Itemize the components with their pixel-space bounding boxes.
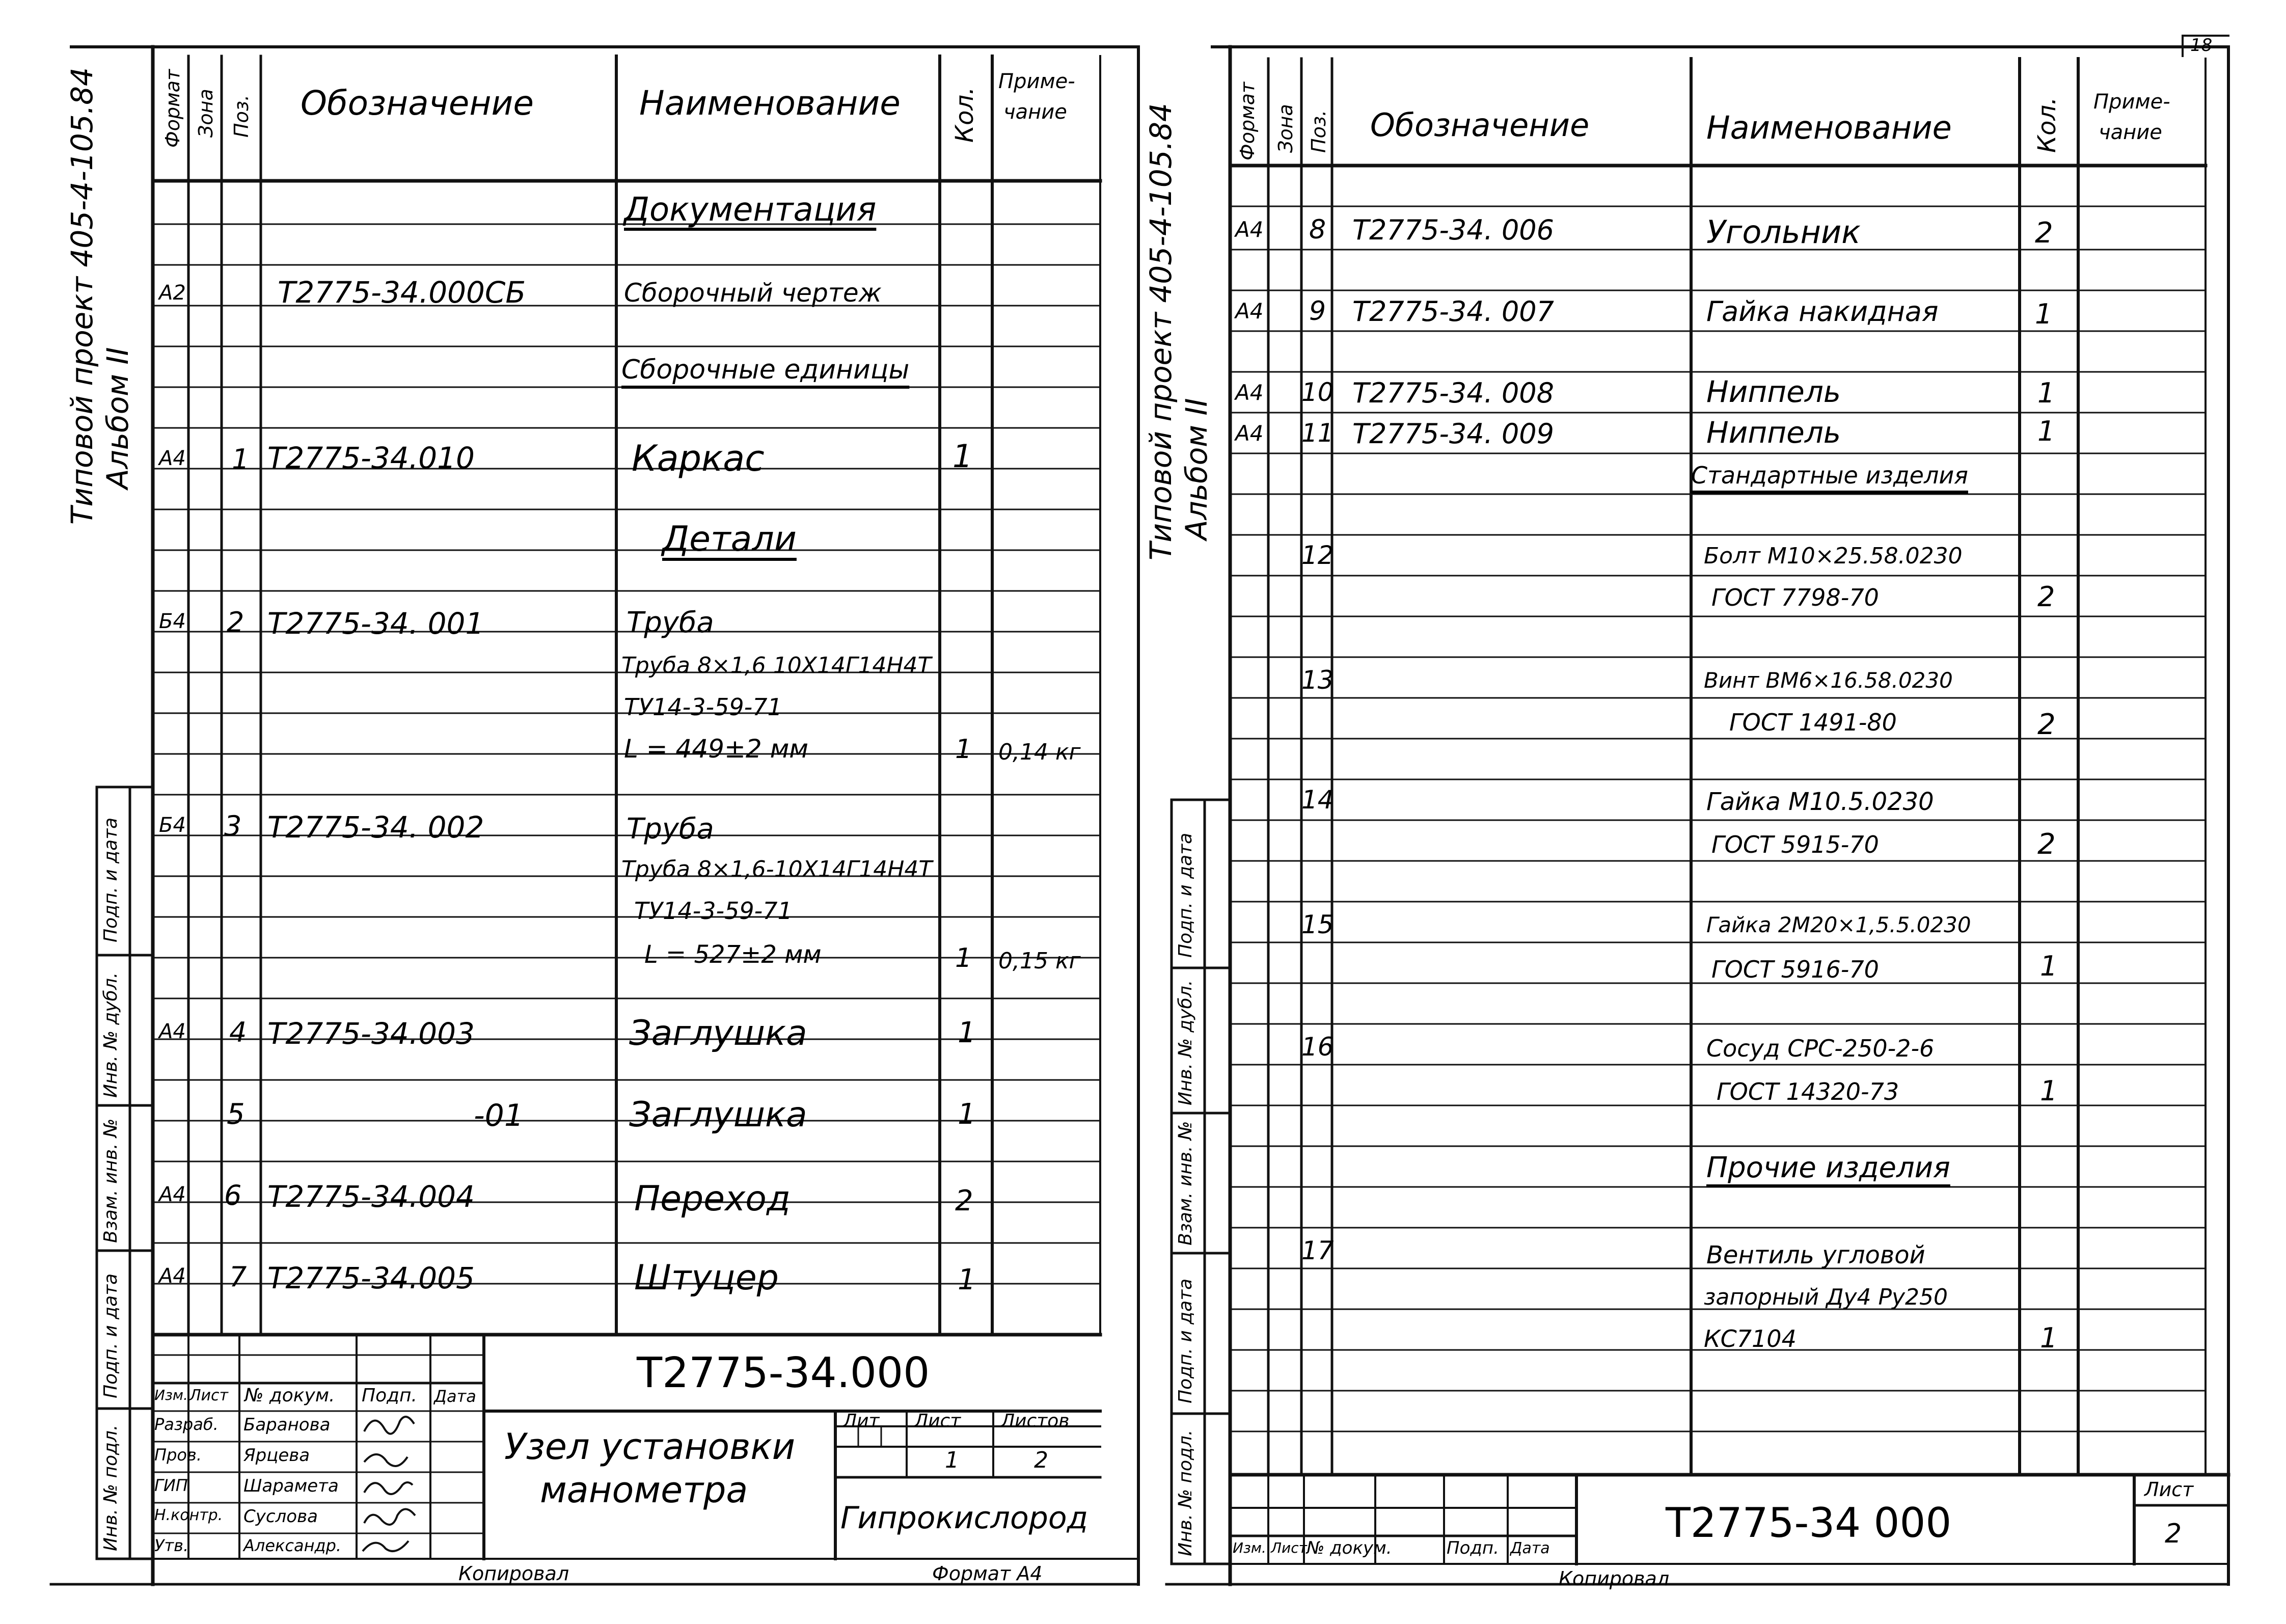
tb-col-list: Лист bbox=[189, 1387, 229, 1404]
row14-qty: 1 bbox=[958, 1263, 976, 1296]
left-bind-label-4: Подп. и дата bbox=[100, 1273, 121, 1398]
left-margin-title-line2: Альбом II bbox=[100, 347, 135, 489]
r-tb-col-izm: Изм. bbox=[1233, 1539, 1266, 1556]
row7-format: Б4 bbox=[159, 814, 186, 837]
tb-col-doc: № докум. bbox=[244, 1385, 335, 1406]
tb-person-4: Суслова bbox=[243, 1506, 318, 1527]
section-documentation: Документация bbox=[624, 191, 877, 229]
row14-name: Штуцер bbox=[634, 1258, 779, 1298]
row12-name: Заглушка bbox=[629, 1095, 807, 1135]
row13-format: А4 bbox=[159, 1183, 186, 1206]
row2-designation: Т2775-34.010 bbox=[267, 441, 475, 475]
left-title-line2: манометра bbox=[540, 1469, 748, 1511]
row3-format: Б4 bbox=[159, 610, 186, 633]
right-bind-label-4: Подп. и дата bbox=[1175, 1278, 1196, 1403]
row14-designation: Т2775-34.005 bbox=[267, 1261, 475, 1295]
r-row10-pos: 10 bbox=[1301, 377, 1334, 407]
r-row17c-name: КС7104 bbox=[1704, 1325, 1797, 1352]
row12-qty: 1 bbox=[958, 1098, 976, 1131]
left-footer-copied: Копировал bbox=[458, 1562, 569, 1585]
tb-col-sign: Подп. bbox=[362, 1385, 417, 1406]
header-name: Наименование bbox=[639, 84, 901, 123]
row11-qty: 1 bbox=[958, 1016, 976, 1049]
tb-sheet-label: Лист bbox=[914, 1411, 961, 1431]
r-section-other: Прочие изделия bbox=[1706, 1151, 1950, 1184]
r-row16-pos: 16 bbox=[1301, 1032, 1334, 1062]
left-bind-label-2: Инв. № дубл. bbox=[100, 972, 121, 1098]
r-tb-col-sign: Подп. bbox=[1447, 1538, 1499, 1558]
tb-sheets-label: Листов bbox=[1001, 1411, 1070, 1431]
right-bind-label-3: Взам. инв. № bbox=[1175, 1121, 1196, 1246]
r-row8-format: А4 bbox=[1235, 217, 1264, 242]
left-footer-format: Формат А4 bbox=[932, 1562, 1043, 1585]
r-row10-format: А4 bbox=[1235, 380, 1264, 405]
row11-pos: 4 bbox=[229, 1016, 247, 1048]
row13-name: Переход bbox=[634, 1179, 791, 1219]
r-row15-name: Гайка 2М20×1,5.5.0230 bbox=[1706, 912, 1971, 937]
row11-format: А4 bbox=[159, 1020, 186, 1043]
r-row14b-name: ГОСТ 5915-70 bbox=[1711, 831, 1879, 858]
r-header-format: Формат bbox=[1236, 82, 1259, 160]
r-row15b-qty: 1 bbox=[2040, 950, 2058, 982]
r-row11-pos: 11 bbox=[1301, 418, 1334, 448]
section-details: Детали bbox=[662, 519, 797, 559]
header-qty: Кол. bbox=[950, 87, 979, 143]
r-row16-name: Сосуд СРС-250-2-6 bbox=[1706, 1035, 1935, 1062]
tb-sheet-value: 1 bbox=[945, 1447, 959, 1473]
row8-name: Труба 8×1,6-10Х14Г14Н4Т bbox=[621, 856, 933, 882]
r-row13b-qty: 2 bbox=[2037, 708, 2056, 741]
row11-designation: Т2775-34.003 bbox=[267, 1016, 475, 1051]
row12-designation: -01 bbox=[474, 1098, 524, 1133]
right-footer-copied: Копировал bbox=[1559, 1567, 1670, 1590]
tb-role-3: ГИП bbox=[154, 1476, 188, 1495]
header-format: Формат bbox=[161, 69, 184, 148]
section-assembly-units: Сборочные единицы bbox=[621, 355, 910, 385]
r-row8-pos: 8 bbox=[1309, 214, 1326, 245]
r-header-note-1: Приме- bbox=[2093, 90, 2170, 114]
tb-role-1: Разраб. bbox=[154, 1415, 219, 1434]
r-row13-name: Винт ВМ6×16.58.0230 bbox=[1704, 668, 1953, 693]
r-row9-qty: 1 bbox=[2035, 298, 2053, 330]
r-row10-designation: Т2775-34. 008 bbox=[1352, 377, 1555, 409]
r-tb-sheet-label: Лист bbox=[2144, 1478, 2194, 1501]
r-row12-name: Болт М10×25.58.0230 bbox=[1704, 543, 1963, 569]
left-bind-label-3: Взам. инв. № bbox=[100, 1118, 121, 1243]
tb-person-3: Шарамета bbox=[243, 1476, 339, 1496]
row4-name: Труба 8×1,6 10Х14Г14Н4Т bbox=[621, 653, 932, 679]
right-bind-label-1: Подп. и дата bbox=[1175, 832, 1196, 958]
r-row9-designation: Т2775-34. 007 bbox=[1352, 295, 1555, 328]
r-tb-col-list: Лист bbox=[1271, 1539, 1307, 1556]
r-row15-pos: 15 bbox=[1301, 910, 1334, 939]
tb-person-2: Ярцева bbox=[243, 1445, 310, 1466]
left-title-line1: Узел установки bbox=[504, 1426, 796, 1468]
r-row14-name: Гайка М10.5.0230 bbox=[1706, 788, 1934, 816]
row1-designation: Т2775-34.000СБ bbox=[278, 275, 526, 310]
row6-name: L = 449±2 мм bbox=[624, 734, 809, 764]
r-tb-col-date: Дата bbox=[1510, 1539, 1550, 1557]
r-tb-col-doc: № докум. bbox=[1307, 1538, 1392, 1558]
row14-format: А4 bbox=[159, 1264, 186, 1288]
r-header-zone: Зона bbox=[1274, 104, 1297, 153]
r-row13b-name: ГОСТ 1491-80 bbox=[1729, 709, 1897, 736]
header-note-2: чание bbox=[1003, 100, 1067, 124]
r-row14b-qty: 2 bbox=[2037, 828, 2056, 861]
r-row14-pos: 14 bbox=[1301, 785, 1334, 815]
row5-name: ТУ14-3-59-71 bbox=[624, 693, 782, 721]
row2-qty: 1 bbox=[953, 438, 973, 475]
tb-role-2: Пров. bbox=[154, 1445, 202, 1465]
right-bind-label-2: Инв. № дубл. bbox=[1175, 980, 1196, 1105]
left-bind-label-5: Инв. № подл. bbox=[100, 1424, 121, 1551]
r-header-name: Наименование bbox=[1706, 109, 1952, 146]
r-row12b-name: ГОСТ 7798-70 bbox=[1711, 584, 1879, 611]
header-zone: Зона bbox=[195, 89, 217, 138]
r-row11-designation: Т2775-34. 009 bbox=[1352, 418, 1555, 450]
row10-qty: 1 bbox=[955, 943, 972, 973]
r-row13-pos: 13 bbox=[1301, 665, 1334, 695]
r-tb-sheet-value: 2 bbox=[2165, 1519, 2182, 1549]
tb-person-5: Александр. bbox=[243, 1536, 342, 1555]
left-margin-title-line1: Типовой проект 405-4-105.84 bbox=[65, 67, 99, 525]
right-doc-number: Т2775-34 000 bbox=[1666, 1499, 1952, 1547]
r-row17b-name: запорный Ду4 Ру250 bbox=[1704, 1284, 1948, 1310]
r-header-note-2: чание bbox=[2099, 121, 2162, 144]
row13-designation: Т2775-34.004 bbox=[267, 1179, 475, 1214]
right-bind-label-5: Инв. № подл. bbox=[1175, 1429, 1196, 1556]
row6-qty: 1 bbox=[955, 734, 972, 765]
r-header-qty: Кол. bbox=[2033, 97, 2061, 153]
tb-organization: Гипрокислород bbox=[840, 1500, 1088, 1536]
left-bind-label-1: Подп. и дата bbox=[100, 817, 121, 942]
r-row17-name: Вентиль угловой bbox=[1706, 1241, 1925, 1269]
header-note-1: Приме- bbox=[998, 70, 1075, 93]
row12-pos: 5 bbox=[227, 1098, 245, 1131]
row2-format: А4 bbox=[159, 447, 186, 470]
header-designation: Обозначение bbox=[301, 84, 534, 123]
r-row17c-qty: 1 bbox=[2040, 1322, 2058, 1354]
tb-role-4: Н.контр. bbox=[154, 1506, 223, 1524]
r-row11-qty: 1 bbox=[2037, 415, 2055, 447]
row10-name: L = 527±2 мм bbox=[644, 940, 822, 969]
row3-designation: Т2775-34. 001 bbox=[267, 606, 484, 641]
r-row8-qty: 2 bbox=[2035, 216, 2053, 250]
row13-pos: 6 bbox=[224, 1179, 242, 1211]
r-row10-qty: 1 bbox=[2037, 377, 2055, 409]
row1-format: А2 bbox=[159, 281, 186, 305]
right-margin-title-line1: Типовой проект 405-4-105.84 bbox=[1144, 103, 1178, 560]
r-section-standard: Стандартные изделия bbox=[1691, 462, 1968, 489]
row3-name: Труба bbox=[627, 606, 714, 639]
tb-role-5: Утв. bbox=[154, 1536, 189, 1555]
header-pos: Поз. bbox=[230, 94, 253, 138]
row14-pos: 7 bbox=[229, 1261, 247, 1293]
tb-lit-label: Лит bbox=[843, 1411, 880, 1431]
tb-person-1: Баранова bbox=[243, 1415, 331, 1435]
r-row11-format: А4 bbox=[1235, 421, 1264, 446]
r-row9-format: А4 bbox=[1235, 299, 1264, 323]
row6-note: 0,14 кг bbox=[998, 739, 1081, 765]
r-row8-name: Угольник bbox=[1706, 213, 1861, 251]
row9-name: ТУ14-3-59-71 bbox=[634, 897, 793, 925]
row10-note: 0,15 кг bbox=[998, 948, 1081, 974]
r-row8-designation: Т2775-34. 006 bbox=[1352, 214, 1555, 246]
row13-qty: 2 bbox=[955, 1184, 973, 1217]
r-row11-name: Ниппель bbox=[1706, 415, 1841, 450]
r-row12-pos: 12 bbox=[1301, 540, 1334, 570]
tb-col-izm: Изм. bbox=[154, 1387, 188, 1403]
row3-pos: 2 bbox=[227, 606, 244, 638]
r-header-designation: Обозначение bbox=[1370, 106, 1590, 144]
r-row12b-qty: 2 bbox=[2037, 581, 2055, 613]
row7-name: Труба bbox=[627, 813, 714, 846]
r-row9-pos: 9 bbox=[1309, 296, 1326, 327]
tb-col-date: Дата bbox=[434, 1387, 476, 1406]
left-doc-number: Т2775-34.000 bbox=[637, 1349, 930, 1397]
row1-name: Сборочный чертеж bbox=[624, 278, 882, 308]
r-row16b-qty: 1 bbox=[2040, 1075, 2058, 1107]
right-margin-title-line2: Альбом II bbox=[1179, 398, 1214, 540]
r-row16b-name: ГОСТ 14320-73 bbox=[1717, 1078, 1899, 1105]
row2-pos: 1 bbox=[232, 443, 250, 475]
r-row9-name: Гайка накидная bbox=[1706, 295, 1939, 328]
row2-name: Каркас bbox=[632, 438, 765, 479]
r-row17-pos: 17 bbox=[1301, 1236, 1334, 1265]
row11-name: Заглушка bbox=[629, 1013, 807, 1053]
tb-sheets-value: 2 bbox=[1034, 1447, 1048, 1473]
row7-pos: 3 bbox=[224, 810, 242, 842]
r-row15b-name: ГОСТ 5916-70 bbox=[1711, 956, 1879, 983]
r-row10-name: Ниппель bbox=[1706, 374, 1841, 409]
row7-designation: Т2775-34. 002 bbox=[267, 810, 484, 845]
r-header-pos: Поз. bbox=[1308, 110, 1330, 153]
sheet-number-top: 18 bbox=[2190, 35, 2213, 56]
